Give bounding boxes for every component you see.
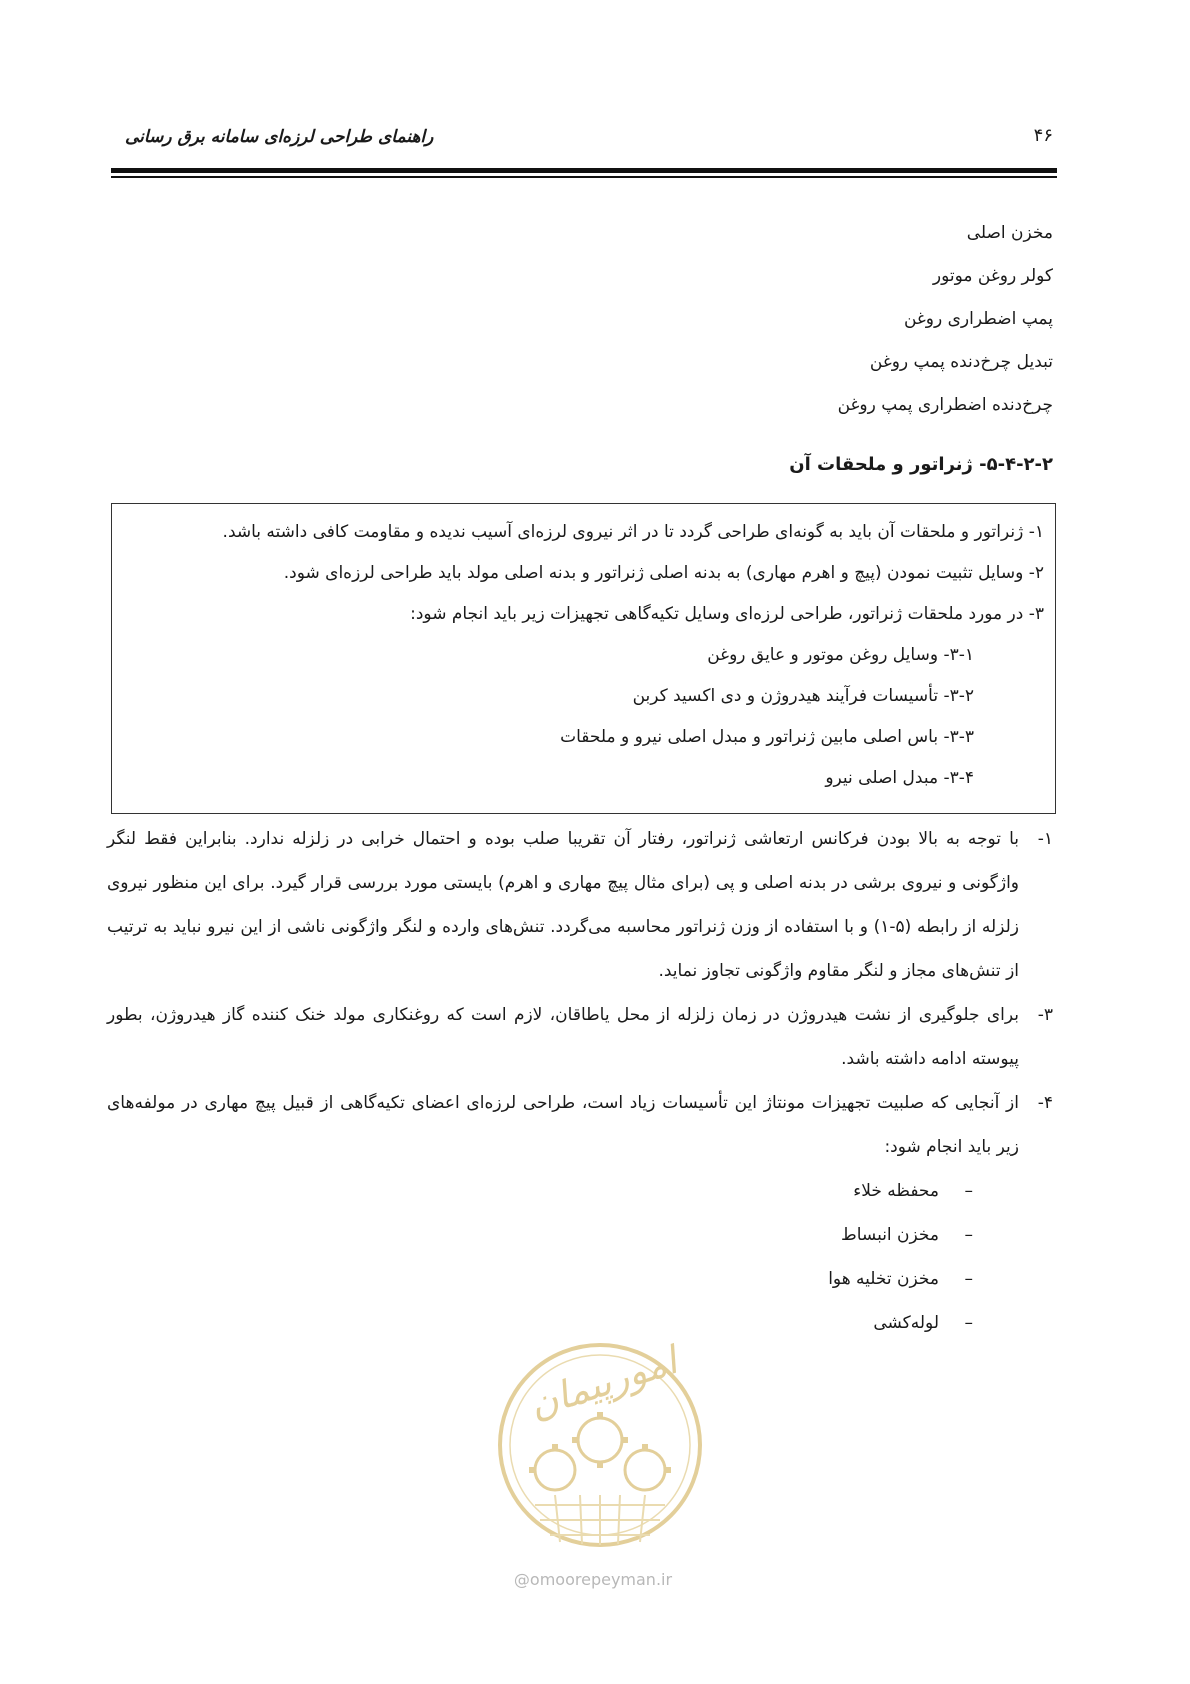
watermark-url: @omoorepeyman.ir <box>513 1570 673 1589</box>
component-label: مخزن تخلیه هوا <box>828 1269 939 1289</box>
header-rule-thin <box>111 176 1057 178</box>
running-title: راهنمای طراحی لرزه‌ای سامانه برق رسانی <box>125 127 434 147</box>
paragraph-text: با توجه به بالا بودن فرکانس ارتعاشی ژنراتور، رفتار آن تقریبا صلب بوده و احتمال خرابی در زلزله ندارد. بنابراین فقط لنگر واژگونی و نیروی برشی در بدنه اصلی و پی (برای مثال پیچ مهاری و اهرم) بایستی مورد بررسی قرار گیرد. برای این منظور نیروی زلزله از رابطه (۵-۱) و با استفاده از وزن ژنراتور محاسبه می‌گردد. تنش‌های وارده و لنگر واژگونی ناشی از این نیرو نباید به ترتیب از تنش‌های مجاز و لنگر مقاوم واژگونی تجاوز نماید. <box>107 829 1019 981</box>
component-label: محفظه خلاء <box>853 1181 939 1201</box>
dash-bullet: – <box>964 1225 973 1245</box>
intro-item: پمپ اضطراری روغن <box>903 309 1053 329</box>
paragraph-number: ۳- <box>1037 1005 1053 1025</box>
section-heading: ۵-۴-۲-۲- ژنراتور و ملحقات آن <box>789 454 1053 475</box>
paragraph-number: ۴- <box>1037 1093 1053 1113</box>
box-item: ۲- وسایل تثبیت نمودن (پیچ و اهرم مهاری) به بدنه اصلی ژنراتور و بدنه اصلی مولد باید طراحی لرزه‌ای شود. <box>283 563 1044 583</box>
intro-item: تبدیل چرخ‌دنده پمپ روغن <box>869 352 1053 372</box>
paragraph-number: ۱- <box>1037 829 1053 849</box>
box-item: ۳- در مورد ملحقات ژنراتور، طراحی لرزه‌ای وسایل تکیه‌گاهی تجهیزات زیر باید انجام شود: <box>410 604 1044 624</box>
box-subitem: ۳-۴- مبدل اصلی نیرو <box>825 768 974 788</box>
page-number: ۴۶ <box>1033 125 1053 146</box>
component-label: لوله‌کشی <box>873 1313 939 1333</box>
intro-item: مخزن اصلی <box>966 223 1053 243</box>
intro-item: کولر روغن موتور <box>932 266 1053 286</box>
intro-item: چرخ‌دنده اضطراری پمپ روغن <box>837 395 1053 415</box>
dash-bullet: – <box>964 1181 973 1201</box>
box-subitem: ۳-۲- تأسیسات فرآیند هیدروژن و دی اکسید کربن <box>632 686 974 706</box>
box-subitem: ۳-۱- وسایل روغن موتور و عایق روغن <box>707 645 974 665</box>
intro-list <box>153 212 1053 427</box>
component-item <box>107 1257 973 1301</box>
numbered-paragraph <box>107 817 1053 993</box>
component-item <box>107 1169 973 1213</box>
component-list <box>107 1169 1053 1345</box>
numbered-paragraph <box>107 993 1053 1081</box>
box-subitem: ۳-۳- باس اصلی مابین ژنراتور و مبدل اصلی نیرو و ملحقات <box>560 727 974 747</box>
logo-text: امورپیمان <box>523 1338 683 1428</box>
component-label: مخزن انبساط <box>841 1225 939 1245</box>
dash-bullet: – <box>964 1313 973 1333</box>
requirements-box <box>111 503 1056 814</box>
paragraph-text: برای جلوگیری از نشت هیدروژن در زمان زلزله از محل یاطاقان، لازم است که روغنکاری مولد خنک کننده گاز هیدروژن، بطور پیوسته ادامه داشته باشد. <box>107 1005 1019 1069</box>
watermark-logo-icon <box>495 1320 705 1570</box>
header-rule-thick <box>111 168 1057 173</box>
numbered-paragraph <box>107 1081 1053 1169</box>
box-item: ۱- ژنراتور و ملحقات آن باید به گونه‌ای طراحی گردد تا در اثر نیروی لرزه‌ای آسیب ندیده و مقاومت کافی داشته باشد. <box>222 522 1044 542</box>
dash-bullet: – <box>964 1269 973 1289</box>
paragraph-text: از آنجایی که صلبیت تجهیزات مونتاژ این تأسیسات زیاد است، طراحی لرزه‌ای اعضای تکیه‌گاهی از قبیل پیچ مهاری در مولفه‌های زیر باید انجام شود: <box>107 1093 1019 1157</box>
component-item <box>107 1213 973 1257</box>
body-list <box>107 817 1053 1345</box>
